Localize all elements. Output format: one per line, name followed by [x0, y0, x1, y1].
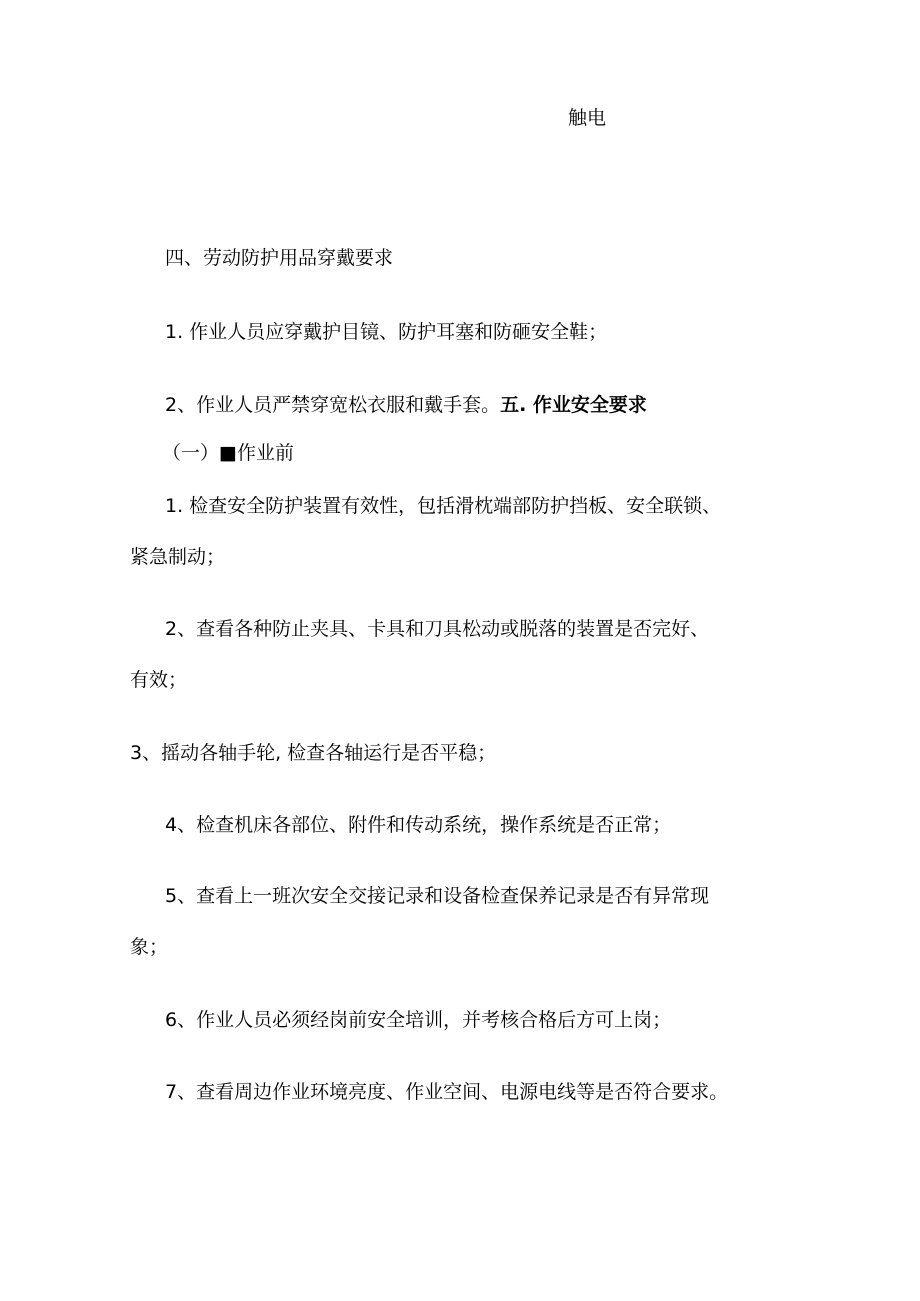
pre-work-item-5-line-1: 5、查看上一班次安全交接记录和设备检查保养记录是否有异常现: [165, 885, 710, 907]
pre-work-item-1-line-1: 1. 检查安全防护装置有效性，包括滑枕端部防护挡板、安全联锁、: [165, 495, 722, 517]
pre-work-item-7: 7、查看周边作业环境亮度、作业空间、电源电线等是否符合要求。: [165, 1081, 729, 1103]
section-5-heading: 五. 作业安全要求: [500, 394, 647, 416]
section-4-item-2-line: [165, 393, 647, 417]
pre-work-item-1-line-2: 紧急制动；: [130, 546, 226, 568]
pre-work-item-2-line-2: 有效；: [130, 669, 188, 691]
section-4-heading: 四、劳动防护用品穿戴要求: [165, 247, 394, 269]
section-4-item-2: 2、作业人员严禁穿宽松衣服和戴手套。: [165, 394, 501, 416]
pre-work-item-2-line-1: 2、查看各种防止夹具、卡具和刀具松动或脱落的装置是否完好、: [165, 618, 710, 640]
pre-work-item-6: 6、作业人员必须经岗前安全培训，并考核合格后方可上岗；: [165, 1009, 672, 1031]
pre-work-item-5-line-2: 象；: [130, 936, 169, 958]
fragment-top-text: 触电: [568, 107, 607, 129]
subsection-1-heading: （一）■作业前: [162, 442, 294, 464]
section-4-item-1: 1. 作业人员应穿戴护目镜、防护耳塞和防砸安全鞋；: [165, 321, 608, 343]
pre-work-item-3: 3、摇动各轴手轮, 检查各轴运行是否平稳；: [130, 742, 497, 764]
pre-work-item-4: 4、检查机床各部位、附件和传动系统，操作系统是否正常；: [165, 814, 672, 836]
